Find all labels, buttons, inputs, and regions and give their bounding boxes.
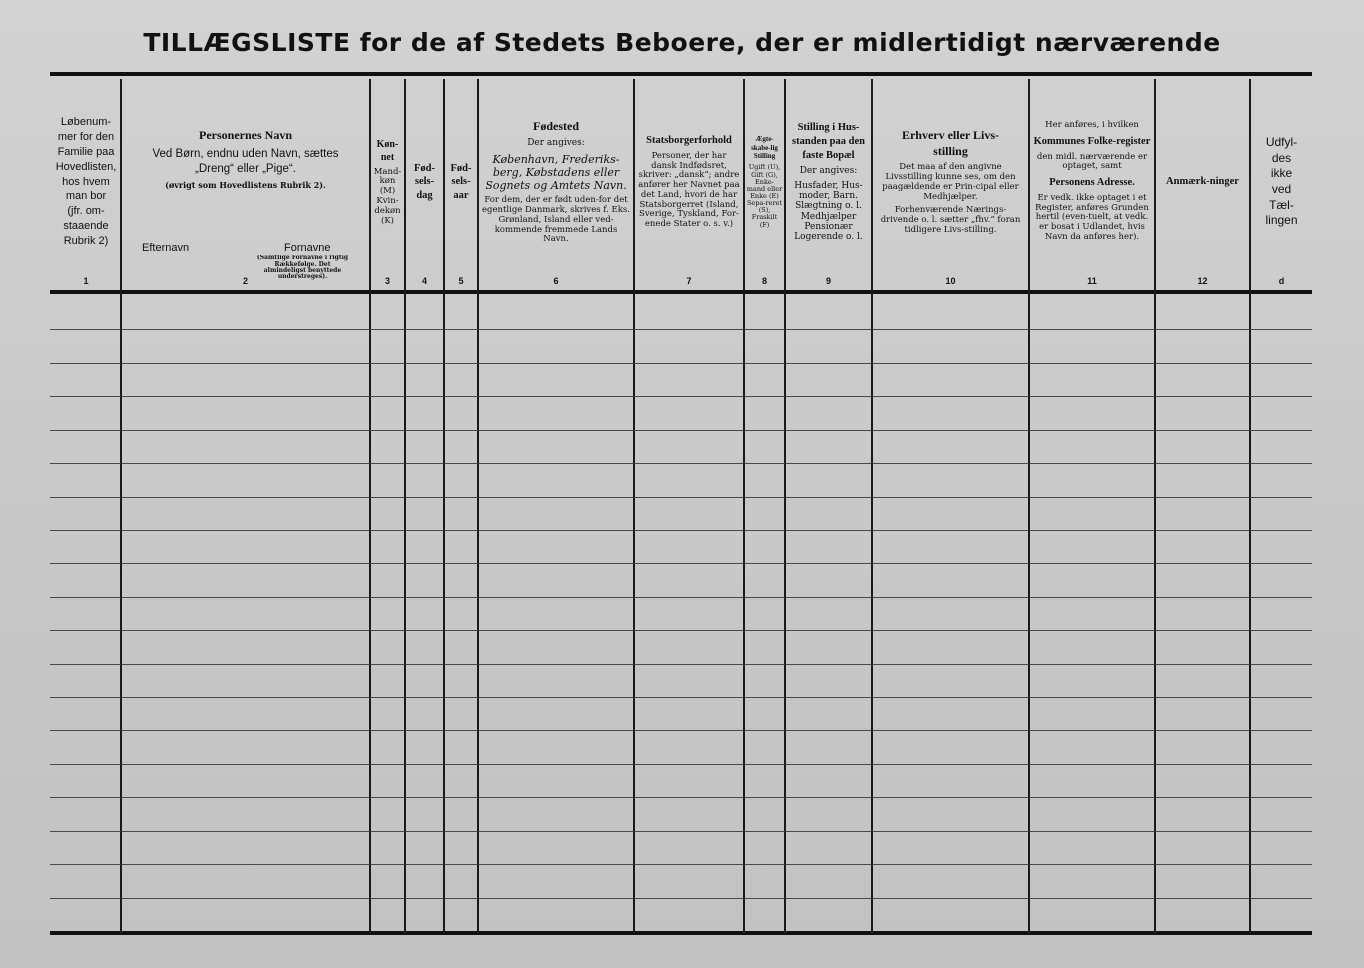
header-col-d (1251, 84, 1312, 280)
col7-heading: Statsborgerforhold (646, 135, 732, 147)
col-number-8: 8 (761, 276, 767, 286)
col-number-12: 12 (1197, 276, 1208, 286)
col7-text: Personer, der har dansk Indfødsret, skriver: „dansk“; andre anfører her Navnet paa det Land, hvori de har Statsborgerret (Island, Sverige, Tyskland, For-enede Stater o. s. v.) (638, 150, 740, 230)
header-top-rule (50, 72, 1312, 76)
cold-line: Tæl- (1269, 197, 1294, 212)
col1-line: mer for den (57, 131, 115, 144)
col-number-d: d (1278, 276, 1285, 286)
header-col-11 (1030, 84, 1154, 280)
col5-heading: Fød-sels-aar (450, 162, 472, 201)
entry-row-line (50, 664, 1312, 665)
col11-sub: den midl. nærværende er optaget, samt (1036, 151, 1148, 172)
entry-row-line (50, 630, 1312, 631)
col12-heading: Anmærk-ninger (1166, 176, 1239, 188)
col-number-11: 11 (1087, 276, 1097, 286)
col6-heading: Fødested (533, 118, 579, 133)
header-col-6 (479, 84, 633, 280)
col-number-2: 2 (242, 276, 248, 286)
col2-sub-right: Fornavne (284, 242, 331, 254)
col2-sub-left: Efternavn (142, 242, 190, 254)
header-col-9 (786, 84, 871, 280)
col10-text2: Forhenværende Nærings-drivende o. l. sætter „fhv.“ foran tidligere Livs-stilling. (880, 205, 1021, 235)
col1-line: man bor (65, 190, 107, 203)
col-number-3: 3 (384, 276, 390, 286)
col9-text: Husfader, Hus-moder, Barn. Slægtning o. l. Medhjælper Pensionær Logerende o. l. (794, 180, 863, 243)
col11-heading2: Personens Adresse. (1049, 177, 1135, 189)
col-number-4: 4 (421, 276, 427, 286)
col3-text: Mand-køn (M) Kvin-dekøn (K) (373, 166, 402, 226)
col11-text: Er vedk. ikke optaget i et Register, anføres Grunden hertil (even-tuelt, at vedk. er bosat i Udlandet, hvis Navn da anføres her). (1035, 192, 1149, 242)
col1-line: Hovedlisten, (55, 160, 117, 173)
header-col-4 (406, 84, 443, 280)
header-col-8 (745, 84, 784, 280)
col2-heading: Personernes Navn (199, 127, 292, 142)
col-number-9: 9 (825, 276, 831, 286)
entry-row-line (50, 898, 1312, 899)
col9-sub: Der angives: (799, 166, 858, 177)
form-title: TILLÆGSLISTE for de af Stedets Beboere, der er midlertidigt nærværende (143, 28, 1221, 57)
col9-heading: Stilling i Hus-standen paa den faste Bopæl (792, 122, 865, 161)
header-col-3 (371, 84, 404, 280)
header-col-1 (52, 84, 120, 280)
entry-row-line (50, 396, 1312, 397)
col-number-5: 5 (458, 276, 464, 286)
entry-row-line (50, 530, 1312, 531)
col10-heading: Erhverv eller Livs-stilling (901, 128, 1000, 158)
col1-line: Løbenum- (60, 116, 112, 129)
col4-heading: Fød-sels-dag (414, 162, 435, 201)
header-col-5 (445, 84, 477, 280)
entry-row-line (50, 329, 1312, 330)
col-number-10: 10 (945, 276, 956, 286)
col2-text: Ved Børn, endnu uden Navn, sættes „Dreng“ eller „Pige“. (152, 148, 339, 176)
cold-line: des (1271, 150, 1292, 165)
entry-row-line (50, 463, 1312, 464)
entry-row-line (50, 430, 1312, 431)
col1-line: (jfr. om- (67, 205, 105, 218)
col-number-6: 6 (553, 276, 559, 286)
col11-top: Her anføres, i hvilken (1045, 120, 1139, 131)
col2-sub-right-note: (Samtlige Fornavne i rigtig Rækkefølge. Det almindeligst benyttede understreges). (256, 255, 349, 281)
col11-heading: Kommunes Folke-register (1033, 136, 1151, 148)
col1-line: Rubrik 2) (63, 234, 109, 247)
cold-line: lingen (1265, 213, 1298, 228)
entry-row-line (50, 730, 1312, 731)
col8-heading: Ægte-skabe-lig Stilling (751, 135, 778, 161)
col-number-7: 7 (686, 276, 692, 286)
entry-row-line (50, 697, 1312, 698)
form-bottom-rule (50, 931, 1312, 935)
entry-row-line (50, 864, 1312, 865)
header-col-12 (1156, 84, 1249, 280)
cold-line: ved (1271, 182, 1292, 196)
col6-text: For dem, der er født uden-for det egentlige Danmark, skrives f. Eks. Grønland, Island eller ved-kommende fremmede Lands Navn. (482, 195, 630, 245)
col-number-1: 1 (83, 276, 89, 286)
col6-sub: Der angives: (527, 138, 585, 149)
header-bottom-rule (50, 290, 1312, 294)
col1-line: staaende (63, 220, 109, 233)
entry-row-line (50, 797, 1312, 798)
col10-text: Det maa af den angivne Livsstilling kunne ses, om den paagældende er Prin-cipal eller Medhjælper. (882, 162, 1019, 202)
cold-line: ikke (1270, 166, 1293, 181)
entry-row-line (50, 497, 1312, 498)
entry-row-line (50, 597, 1312, 598)
col6-italic: København, Frederiks-berg, Købstadens eller Sognets og Amtets Navn. (485, 152, 627, 193)
header-col-2 (122, 84, 369, 234)
col1-line: hos hvem (62, 175, 110, 188)
entry-row-line (50, 764, 1312, 765)
entry-row-line (50, 563, 1312, 564)
col2-note: (øvrigt som Hovedlistens Rubrik 2). (165, 180, 326, 191)
col8-text: Ugift (U), Gift (G), Enke-mand eller Enke (E) Sepa-reret (S), Fraskilt (F) (746, 163, 783, 229)
header-col-10 (873, 84, 1028, 280)
entry-row-line (50, 363, 1312, 364)
entry-row-line (50, 831, 1312, 832)
col1-line: Familie paa (57, 145, 115, 158)
col3-heading: Køn-net (376, 138, 399, 163)
header-col-7 (635, 84, 743, 280)
cold-line: Udfyl- (1265, 135, 1298, 150)
